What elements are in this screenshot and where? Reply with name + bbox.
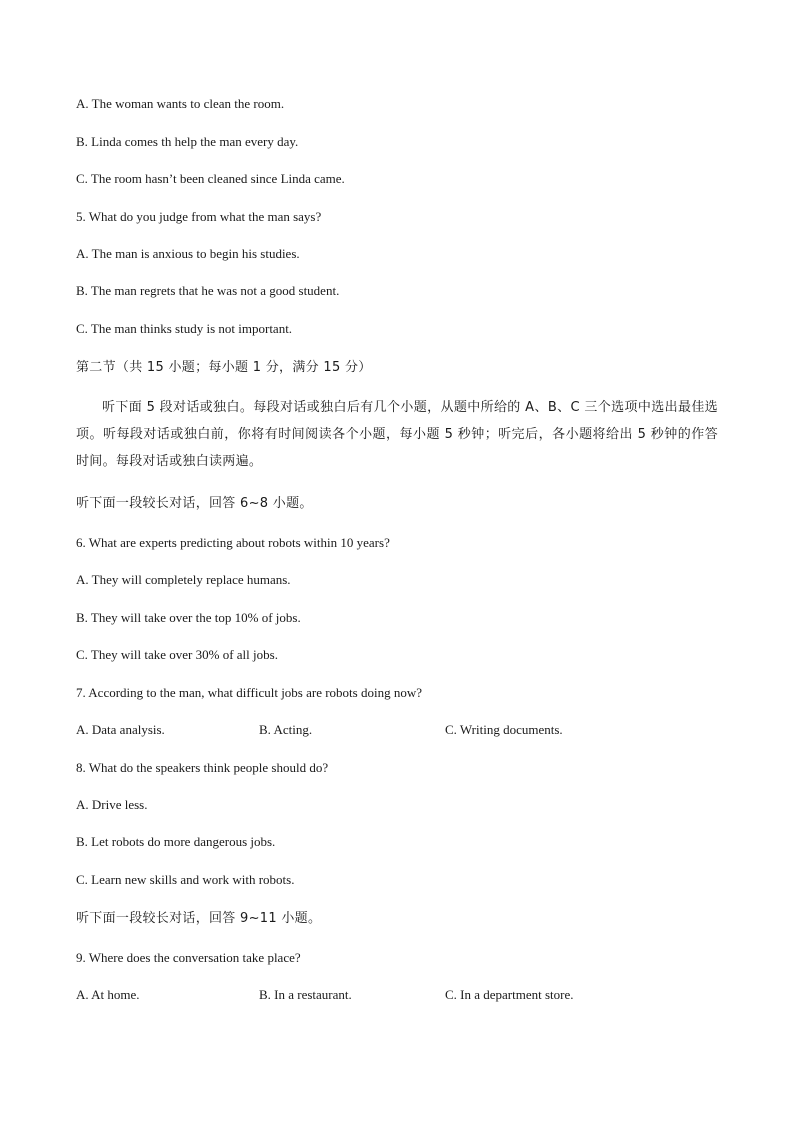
- q6-option-c: C. They will take over 30% of all jobs.: [76, 647, 278, 662]
- q6-option-b: B. They will take over the top 10% of jobs.: [76, 610, 301, 625]
- q4-option-b: B. Linda comes th help the man every day.: [76, 134, 299, 149]
- question-7: 7. According to the man, what difficult jobs are robots doing now?: [76, 685, 422, 700]
- question-9: 9. Where does the conversation take place?: [76, 950, 301, 965]
- dialog-9-11-heading: 听下面一段较长对话，回答 9~11 小题。: [76, 911, 322, 926]
- q7-option-b: B. Acting.: [259, 722, 313, 737]
- q7-option-c: C. Writing documents.: [445, 722, 563, 737]
- q8-option-c: C. Learn new skills and work with robots.: [76, 872, 295, 887]
- q9-option-b: B. In a restaurant.: [259, 987, 352, 1002]
- q9-option-a: A. At home.: [76, 987, 140, 1002]
- section-2-instructions: 听下面 5 段对话或独白。每段对话或独白后有几个小题，从题中所给的 A、B、C 三个选项中选出最佳选项。听每段对话或独白前，你将有时间阅读各个小题，每小题 5 秒钟；听完后，各小题将给出 5 秒钟的作答时间。每段对话或独白读两遍。: [76, 400, 718, 469]
- q5-option-a: A. The man is anxious to begin his studies.: [76, 246, 300, 261]
- dialog-6-8-heading: 听下面一段较长对话，回答 6~8 小题。: [76, 496, 313, 511]
- question-8: 8. What do the speakers think people should do?: [76, 760, 329, 775]
- q6-option-a: A. They will completely replace humans.: [76, 572, 291, 587]
- question-5: 5. What do you judge from what the man says?: [76, 209, 322, 224]
- section-2-title: 第二节（共 15 小题；每小题 1 分，满分 15 分）: [76, 360, 372, 375]
- q4-option-a: A. The woman wants to clean the room.: [76, 96, 285, 111]
- q4-option-c: C. The room hasn’t been cleaned since Linda came.: [76, 171, 345, 186]
- q5-option-c: C. The man thinks study is not important.: [76, 321, 293, 336]
- q8-option-a: A. Drive less.: [76, 797, 148, 812]
- q7-option-a: A. Data analysis.: [76, 722, 165, 737]
- q5-option-b: B. The man regrets that he was not a good student.: [76, 283, 340, 298]
- q9-option-c: C. In a department store.: [445, 987, 574, 1002]
- q8-option-b: B. Let robots do more dangerous jobs.: [76, 834, 276, 849]
- question-6: 6. What are experts predicting about robots within 10 years?: [76, 535, 390, 550]
